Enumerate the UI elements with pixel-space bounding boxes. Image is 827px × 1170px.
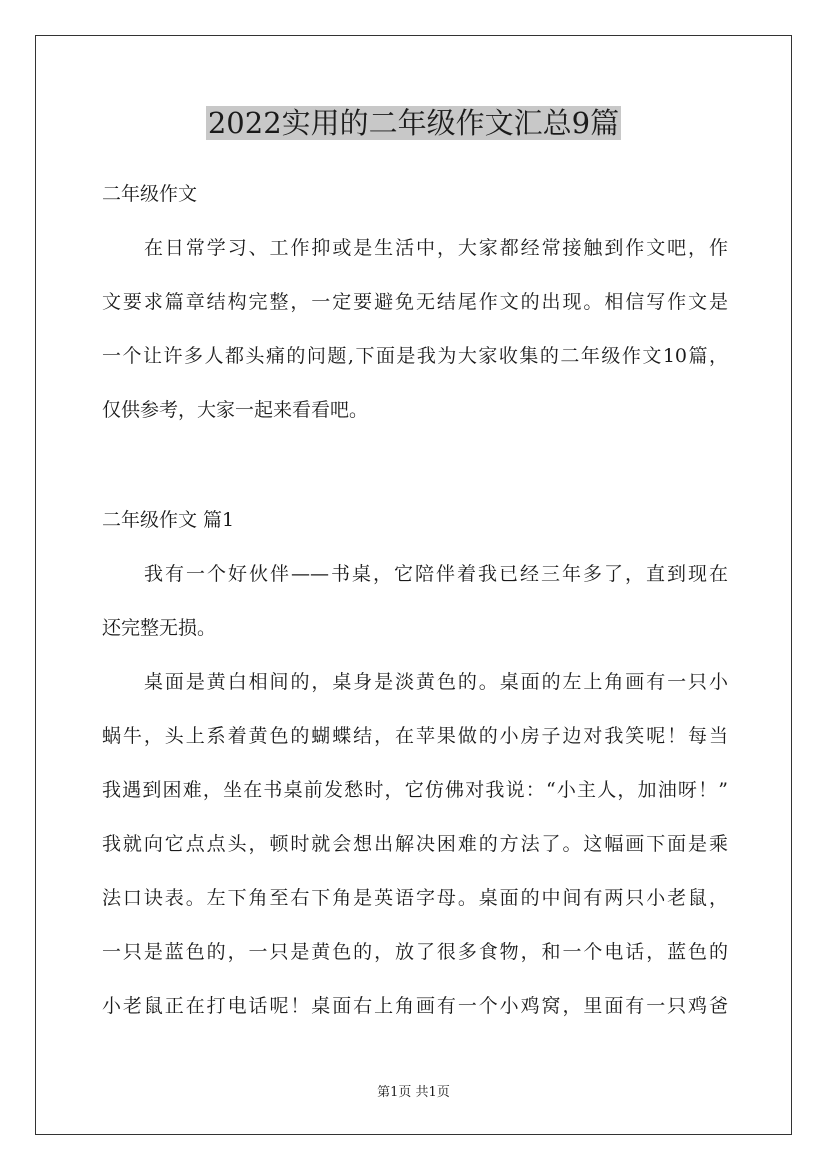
text-line: 小老鼠正在打电话呢！桌面右上角画有一个小鸡窝，里面有一只鸡爸 xyxy=(102,995,728,1017)
text-line: 法口诀表。左下角至右下角是英语字母。桌面的中间有两只小老鼠， xyxy=(102,887,728,909)
text-line: 在日常学习、工作抑或是生活中，大家都经常接触到作文吧，作 xyxy=(144,237,728,259)
text-line: 二年级作文 xyxy=(102,183,198,205)
text-line: 我有一个好伙伴——书桌，它陪伴着我已经三年多了，直到现在 xyxy=(144,563,728,585)
text-line: 还完整无损。 xyxy=(102,617,217,639)
text-line: 蜗牛，头上系着黄色的蝴蝶结，在苹果做的小房子边对我笑呢！每当 xyxy=(102,725,728,747)
text-line: 我就向它点点头，顿时就会想出解决困难的方法了。这幅画下面是乘 xyxy=(102,833,728,855)
text-line: 一个让许多人都头痛的问题,下面是我为大家收集的二年级作文10篇， xyxy=(102,345,728,367)
page-footer: 第1页 共1页 xyxy=(377,1085,450,1100)
text-line: 文要求篇章结构完整，一定要避免无结尾作文的出现。相信写作文是 xyxy=(102,291,728,313)
text-line: 一只是蓝色的，一只是黄色的，放了很多食物，和一个电话，蓝色的 xyxy=(102,941,728,963)
section-heading: 二年级作文 篇1 xyxy=(102,509,235,531)
document-title xyxy=(0,103,827,143)
text-line: 仅供参考，大家一起来看看吧。 xyxy=(102,399,369,421)
document-title-text: 2022实用的二年级作文汇总9篇 xyxy=(207,106,620,140)
text-line: 桌面是黄白相间的，桌身是淡黄色的。桌面的左上角画有一只小 xyxy=(144,671,728,693)
text-line: 我遇到困难，坐在书桌前发愁时，它仿佛对我说：“小主人，加油呀！” xyxy=(102,779,728,801)
